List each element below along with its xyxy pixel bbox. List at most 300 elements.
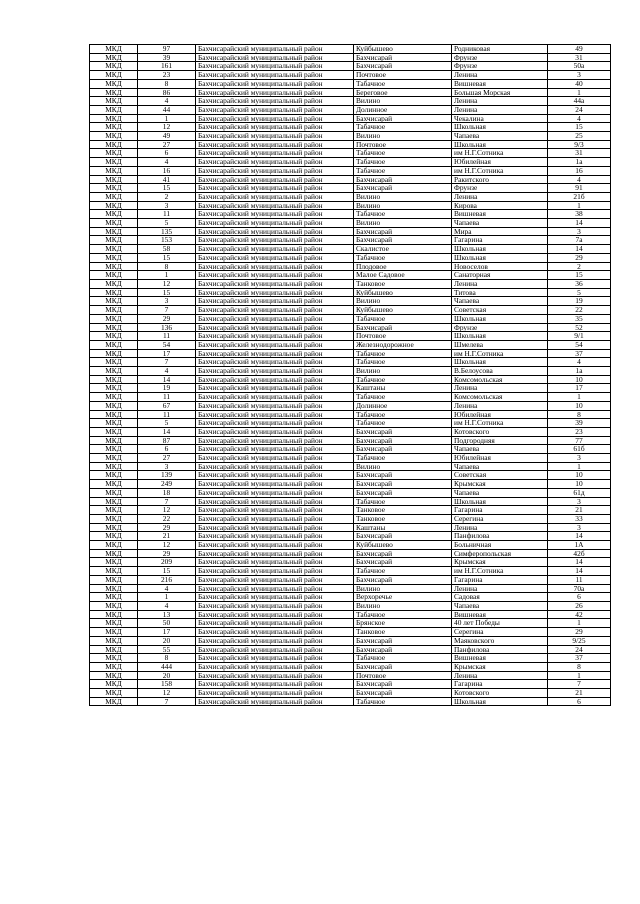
locality-cell: Верхоречье: [354, 593, 452, 602]
table-row: [90, 367, 611, 376]
house-number-cell: 21: [548, 689, 611, 698]
district-cell: Бахчисарайский муниципальный район: [196, 184, 354, 193]
building-type-cell: МКД: [90, 71, 138, 80]
district-cell: Бахчисарайский муниципальный район: [196, 62, 354, 71]
record-number-cell: 19: [138, 384, 196, 393]
street-cell: Чапаева: [452, 445, 548, 454]
house-number-cell: 70а: [548, 584, 611, 593]
house-number-cell: 35: [548, 314, 611, 323]
district-cell: Бахчисарайский муниципальный район: [196, 636, 354, 645]
record-number-cell: 3: [138, 462, 196, 471]
locality-cell: Вилино: [354, 97, 452, 106]
building-type-cell: МКД: [90, 436, 138, 445]
house-number-cell: 1: [548, 462, 611, 471]
house-number-cell: 25: [548, 132, 611, 141]
locality-cell: Куйбышево: [354, 541, 452, 550]
record-number-cell: 6: [138, 445, 196, 454]
table-row: [90, 323, 611, 332]
building-type-cell: МКД: [90, 488, 138, 497]
building-type-cell: МКД: [90, 419, 138, 428]
locality-cell: Табачное: [354, 497, 452, 506]
record-number-cell: 15: [138, 253, 196, 262]
record-number-cell: 14: [138, 375, 196, 384]
locality-cell: Вилино: [354, 462, 452, 471]
record-number-cell: 1: [138, 271, 196, 280]
locality-cell: Бахчисарай: [354, 549, 452, 558]
building-type-cell: МКД: [90, 358, 138, 367]
house-number-cell: 61б: [548, 445, 611, 454]
street-cell: Чапаева: [452, 219, 548, 228]
district-cell: Бахчисарайский муниципальный район: [196, 288, 354, 297]
record-number-cell: 18: [138, 488, 196, 497]
street-cell: Ракитского: [452, 175, 548, 184]
table-row: [90, 610, 611, 619]
building-type-cell: МКД: [90, 236, 138, 245]
district-cell: Бахчисарайский муниципальный район: [196, 323, 354, 332]
house-number-cell: 38: [548, 210, 611, 219]
locality-cell: Бахчисарай: [354, 236, 452, 245]
table-row: [90, 297, 611, 306]
street-cell: Школьная: [452, 140, 548, 149]
table-row: [90, 149, 611, 158]
building-type-cell: МКД: [90, 602, 138, 611]
record-number-cell: 50: [138, 619, 196, 628]
house-number-cell: 22: [548, 306, 611, 315]
district-cell: Бахчисарайский муниципальный район: [196, 332, 354, 341]
district-cell: Бахчисарайский муниципальный район: [196, 662, 354, 671]
house-number-cell: 11: [548, 575, 611, 584]
house-number-cell: 1: [548, 619, 611, 628]
street-cell: Комсомольская: [452, 393, 548, 402]
street-cell: Ленина: [452, 97, 548, 106]
record-number-cell: 3: [138, 201, 196, 210]
street-cell: Ленина: [452, 71, 548, 80]
record-number-cell: 8: [138, 79, 196, 88]
table-row: [90, 210, 611, 219]
record-number-cell: 12: [138, 279, 196, 288]
house-number-cell: 14: [548, 245, 611, 254]
building-type-cell: МКД: [90, 480, 138, 489]
table-row: [90, 427, 611, 436]
street-cell: Серегина: [452, 514, 548, 523]
house-number-cell: 91: [548, 184, 611, 193]
house-number-cell: 50а: [548, 62, 611, 71]
record-number-cell: 16: [138, 166, 196, 175]
building-type-cell: МКД: [90, 201, 138, 210]
locality-cell: Танковое: [354, 628, 452, 637]
table-row: [90, 636, 611, 645]
record-number-cell: 11: [138, 332, 196, 341]
street-cell: Фрунзе: [452, 323, 548, 332]
record-number-cell: 13: [138, 610, 196, 619]
street-cell: Кирова: [452, 201, 548, 210]
table-row: [90, 602, 611, 611]
record-number-cell: 29: [138, 314, 196, 323]
district-cell: Бахчисарайский муниципальный район: [196, 227, 354, 236]
building-type-cell: МКД: [90, 662, 138, 671]
district-cell: Бахчисарайский муниципальный район: [196, 419, 354, 428]
street-cell: Комсомольская: [452, 375, 548, 384]
table-row: [90, 201, 611, 210]
table-row: [90, 497, 611, 506]
house-number-cell: 14: [548, 219, 611, 228]
locality-cell: Табачное: [354, 610, 452, 619]
table-row: [90, 236, 611, 245]
street-cell: Котовского: [452, 427, 548, 436]
building-type-cell: МКД: [90, 314, 138, 323]
house-number-cell: 31: [548, 53, 611, 62]
table-row: [90, 436, 611, 445]
district-cell: Бахчисарайский муниципальный район: [196, 558, 354, 567]
house-number-cell: 31: [548, 149, 611, 158]
locality-cell: Бахчисарай: [354, 558, 452, 567]
street-cell: им Н.Г.Сотника: [452, 567, 548, 576]
street-cell: В.Белоусова: [452, 367, 548, 376]
record-number-cell: 136: [138, 323, 196, 332]
record-number-cell: 11: [138, 410, 196, 419]
record-number-cell: 44: [138, 105, 196, 114]
street-cell: им Н.Г.Сотника: [452, 419, 548, 428]
street-cell: Садовая: [452, 593, 548, 602]
locality-cell: Табачное: [354, 419, 452, 428]
house-number-cell: 19: [548, 297, 611, 306]
building-type-cell: МКД: [90, 175, 138, 184]
street-cell: Больничная: [452, 541, 548, 550]
table-row: [90, 584, 611, 593]
house-number-cell: 3: [548, 497, 611, 506]
district-cell: Бахчисарайский муниципальный район: [196, 262, 354, 271]
table-row: [90, 340, 611, 349]
table-row: [90, 662, 611, 671]
street-cell: Ленина: [452, 584, 548, 593]
district-cell: Бахчисарайский муниципальный район: [196, 45, 354, 54]
locality-cell: Вилино: [354, 602, 452, 611]
table-row: [90, 97, 611, 106]
table-row: [90, 227, 611, 236]
district-cell: Бахчисарайский муниципальный район: [196, 584, 354, 593]
district-cell: Бахчисарайский муниципальный район: [196, 628, 354, 637]
street-cell: Школьная: [452, 245, 548, 254]
building-type-cell: МКД: [90, 549, 138, 558]
street-cell: Ленина: [452, 384, 548, 393]
street-cell: Гагарина: [452, 506, 548, 515]
building-type-cell: МКД: [90, 253, 138, 262]
street-cell: Гагарина: [452, 236, 548, 245]
house-number-cell: 15: [548, 123, 611, 132]
table-row: [90, 541, 611, 550]
district-cell: Бахчисарайский муниципальный район: [196, 654, 354, 663]
house-number-cell: 4: [548, 114, 611, 123]
street-cell: Школьная: [452, 697, 548, 706]
record-number-cell: 8: [138, 262, 196, 271]
record-number-cell: 41: [138, 175, 196, 184]
table-row: [90, 532, 611, 541]
house-number-cell: 14: [548, 558, 611, 567]
locality-cell: Табачное: [354, 654, 452, 663]
locality-cell: Бахчисарай: [354, 532, 452, 541]
locality-cell: Долинное: [354, 105, 452, 114]
building-type-cell: МКД: [90, 610, 138, 619]
table-row: [90, 593, 611, 602]
street-cell: Чапаева: [452, 602, 548, 611]
district-cell: Бахчисарайский муниципальный район: [196, 480, 354, 489]
street-cell: Фрунзе: [452, 53, 548, 62]
building-type-cell: МКД: [90, 340, 138, 349]
street-cell: Юбилейная: [452, 454, 548, 463]
table-row: [90, 523, 611, 532]
district-cell: Бахчисарайский муниципальный район: [196, 401, 354, 410]
street-cell: Гагарина: [452, 575, 548, 584]
house-number-cell: 40: [548, 79, 611, 88]
street-cell: Ленина: [452, 279, 548, 288]
table-row: [90, 45, 611, 54]
record-number-cell: 1: [138, 593, 196, 602]
record-number-cell: 17: [138, 628, 196, 637]
table-row: [90, 332, 611, 341]
locality-cell: Скалистое: [354, 245, 452, 254]
record-number-cell: 6: [138, 149, 196, 158]
building-type-cell: МКД: [90, 514, 138, 523]
building-type-cell: МКД: [90, 227, 138, 236]
house-number-cell: 21б: [548, 192, 611, 201]
street-cell: Новоселов: [452, 262, 548, 271]
record-number-cell: 17: [138, 349, 196, 358]
street-cell: им Н.Г.Сотника: [452, 149, 548, 158]
record-number-cell: 1: [138, 114, 196, 123]
street-cell: Чекалина: [452, 114, 548, 123]
house-number-cell: 21: [548, 506, 611, 515]
record-number-cell: 4: [138, 367, 196, 376]
building-type-cell: МКД: [90, 123, 138, 132]
district-cell: Бахчисарайский муниципальный район: [196, 645, 354, 654]
locality-cell: Бахчисарай: [354, 662, 452, 671]
record-number-cell: 249: [138, 480, 196, 489]
locality-cell: Почтовое: [354, 140, 452, 149]
table-row: [90, 384, 611, 393]
record-number-cell: 11: [138, 393, 196, 402]
record-number-cell: 135: [138, 227, 196, 236]
district-cell: Бахчисарайский муниципальный район: [196, 697, 354, 706]
table-row: [90, 114, 611, 123]
table-row: [90, 175, 611, 184]
record-number-cell: 5: [138, 219, 196, 228]
table-row: [90, 689, 611, 698]
district-cell: Бахчисарайский муниципальный район: [196, 593, 354, 602]
locality-cell: Бахчисарай: [354, 471, 452, 480]
district-cell: Бахчисарайский муниципальный район: [196, 471, 354, 480]
locality-cell: Бахчисарай: [354, 62, 452, 71]
street-cell: Ленина: [452, 671, 548, 680]
building-type-cell: МКД: [90, 184, 138, 193]
record-number-cell: 5: [138, 419, 196, 428]
street-cell: Санаторная: [452, 271, 548, 280]
building-type-cell: МКД: [90, 575, 138, 584]
table-row: [90, 245, 611, 254]
locality-cell: Табачное: [354, 253, 452, 262]
house-number-cell: 8: [548, 662, 611, 671]
district-cell: Бахчисарайский муниципальный район: [196, 253, 354, 262]
house-number-cell: 24: [548, 645, 611, 654]
street-cell: Чапаева: [452, 132, 548, 141]
building-type-cell: МКД: [90, 445, 138, 454]
district-cell: Бахчисарайский муниципальный район: [196, 393, 354, 402]
record-number-cell: 29: [138, 523, 196, 532]
house-number-cell: 10: [548, 375, 611, 384]
locality-cell: Табачное: [354, 314, 452, 323]
district-cell: Бахчисарайский муниципальный район: [196, 445, 354, 454]
house-number-cell: 6: [548, 593, 611, 602]
locality-cell: Бахчисарай: [354, 427, 452, 436]
record-number-cell: 153: [138, 236, 196, 245]
record-number-cell: 14: [138, 427, 196, 436]
building-type-cell: МКД: [90, 210, 138, 219]
housing-registry-table: [89, 44, 611, 706]
house-number-cell: 3: [548, 523, 611, 532]
street-cell: Школьная: [452, 314, 548, 323]
record-number-cell: 139: [138, 471, 196, 480]
record-number-cell: 209: [138, 558, 196, 567]
building-type-cell: МКД: [90, 654, 138, 663]
street-cell: Советская: [452, 306, 548, 315]
record-number-cell: 39: [138, 53, 196, 62]
building-type-cell: МКД: [90, 697, 138, 706]
street-cell: им Н.Г.Сотника: [452, 166, 548, 175]
record-number-cell: 216: [138, 575, 196, 584]
table-row: [90, 410, 611, 419]
house-number-cell: 23: [548, 427, 611, 436]
building-type-cell: МКД: [90, 410, 138, 419]
building-type-cell: МКД: [90, 297, 138, 306]
table-row: [90, 288, 611, 297]
house-number-cell: 1: [548, 393, 611, 402]
district-cell: Бахчисарайский муниципальный район: [196, 514, 354, 523]
house-number-cell: 2: [548, 262, 611, 271]
locality-cell: Бахчисарай: [354, 184, 452, 193]
building-type-cell: МКД: [90, 671, 138, 680]
street-cell: Родниковая: [452, 45, 548, 54]
building-type-cell: МКД: [90, 567, 138, 576]
record-number-cell: 54: [138, 340, 196, 349]
table-row: [90, 506, 611, 515]
house-number-cell: 4: [548, 175, 611, 184]
house-number-cell: 9/3: [548, 140, 611, 149]
district-cell: Бахчисарайский муниципальный район: [196, 602, 354, 611]
table-row: [90, 480, 611, 489]
street-cell: Ленина: [452, 523, 548, 532]
registry-table-body: [90, 45, 611, 706]
house-number-cell: 77: [548, 436, 611, 445]
table-row: [90, 71, 611, 80]
district-cell: Бахчисарайский муниципальный район: [196, 680, 354, 689]
table-row: [90, 654, 611, 663]
house-number-cell: 1а: [548, 367, 611, 376]
record-number-cell: 87: [138, 436, 196, 445]
district-cell: Бахчисарайский муниципальный район: [196, 114, 354, 123]
house-number-cell: 10: [548, 401, 611, 410]
locality-cell: Почтовое: [354, 332, 452, 341]
building-type-cell: МКД: [90, 645, 138, 654]
street-cell: Ленина: [452, 192, 548, 201]
building-type-cell: МКД: [90, 105, 138, 114]
locality-cell: Бахчисарай: [354, 575, 452, 584]
record-number-cell: 97: [138, 45, 196, 54]
street-cell: Чапаева: [452, 462, 548, 471]
locality-cell: Вилино: [354, 297, 452, 306]
house-number-cell: 7: [548, 680, 611, 689]
house-number-cell: 39: [548, 419, 611, 428]
building-type-cell: МКД: [90, 558, 138, 567]
table-row: [90, 575, 611, 584]
building-type-cell: МКД: [90, 523, 138, 532]
locality-cell: Куйбышево: [354, 306, 452, 315]
record-number-cell: 20: [138, 671, 196, 680]
table-row: [90, 79, 611, 88]
building-type-cell: МКД: [90, 367, 138, 376]
building-type-cell: МКД: [90, 158, 138, 167]
locality-cell: Бахчисарай: [354, 636, 452, 645]
house-number-cell: 42: [548, 610, 611, 619]
district-cell: Бахчисарайский муниципальный район: [196, 671, 354, 680]
table-row: [90, 253, 611, 262]
street-cell: Ленина: [452, 105, 548, 114]
table-row: [90, 314, 611, 323]
building-type-cell: МКД: [90, 219, 138, 228]
district-cell: Бахчисарайский муниципальный район: [196, 306, 354, 315]
district-cell: Бахчисарайский муниципальный район: [196, 158, 354, 167]
district-cell: Бахчисарайский муниципальный район: [196, 88, 354, 97]
house-number-cell: 14: [548, 532, 611, 541]
street-cell: Крымская: [452, 558, 548, 567]
district-cell: Бахчисарайский муниципальный район: [196, 358, 354, 367]
district-cell: Бахчисарайский муниципальный район: [196, 271, 354, 280]
house-number-cell: 9/1: [548, 332, 611, 341]
building-type-cell: МКД: [90, 462, 138, 471]
building-type-cell: МКД: [90, 532, 138, 541]
locality-cell: Бахчисарай: [354, 445, 452, 454]
building-type-cell: МКД: [90, 88, 138, 97]
table-row: [90, 358, 611, 367]
record-number-cell: 3: [138, 297, 196, 306]
district-cell: Бахчисарайский муниципальный район: [196, 523, 354, 532]
table-row: [90, 471, 611, 480]
locality-cell: Бахчисарай: [354, 323, 452, 332]
building-type-cell: МКД: [90, 288, 138, 297]
district-cell: Бахчисарайский муниципальный район: [196, 410, 354, 419]
building-type-cell: МКД: [90, 149, 138, 158]
locality-cell: Табачное: [354, 358, 452, 367]
district-cell: Бахчисарайский муниципальный район: [196, 454, 354, 463]
locality-cell: Табачное: [354, 567, 452, 576]
building-type-cell: МКД: [90, 593, 138, 602]
house-number-cell: 6: [548, 697, 611, 706]
house-number-cell: 1: [548, 671, 611, 680]
locality-cell: Вилино: [354, 132, 452, 141]
house-number-cell: 17: [548, 384, 611, 393]
building-type-cell: МКД: [90, 279, 138, 288]
street-cell: Чапаева: [452, 488, 548, 497]
table-row: [90, 349, 611, 358]
house-number-cell: 3: [548, 227, 611, 236]
district-cell: Бахчисарайский муниципальный район: [196, 192, 354, 201]
district-cell: Бахчисарайский муниципальный район: [196, 236, 354, 245]
house-number-cell: 52: [548, 323, 611, 332]
locality-cell: Вилино: [354, 201, 452, 210]
district-cell: Бахчисарайский муниципальный район: [196, 532, 354, 541]
table-row: [90, 279, 611, 288]
house-number-cell: 61д: [548, 488, 611, 497]
record-number-cell: 12: [138, 123, 196, 132]
street-cell: Вишневая: [452, 79, 548, 88]
